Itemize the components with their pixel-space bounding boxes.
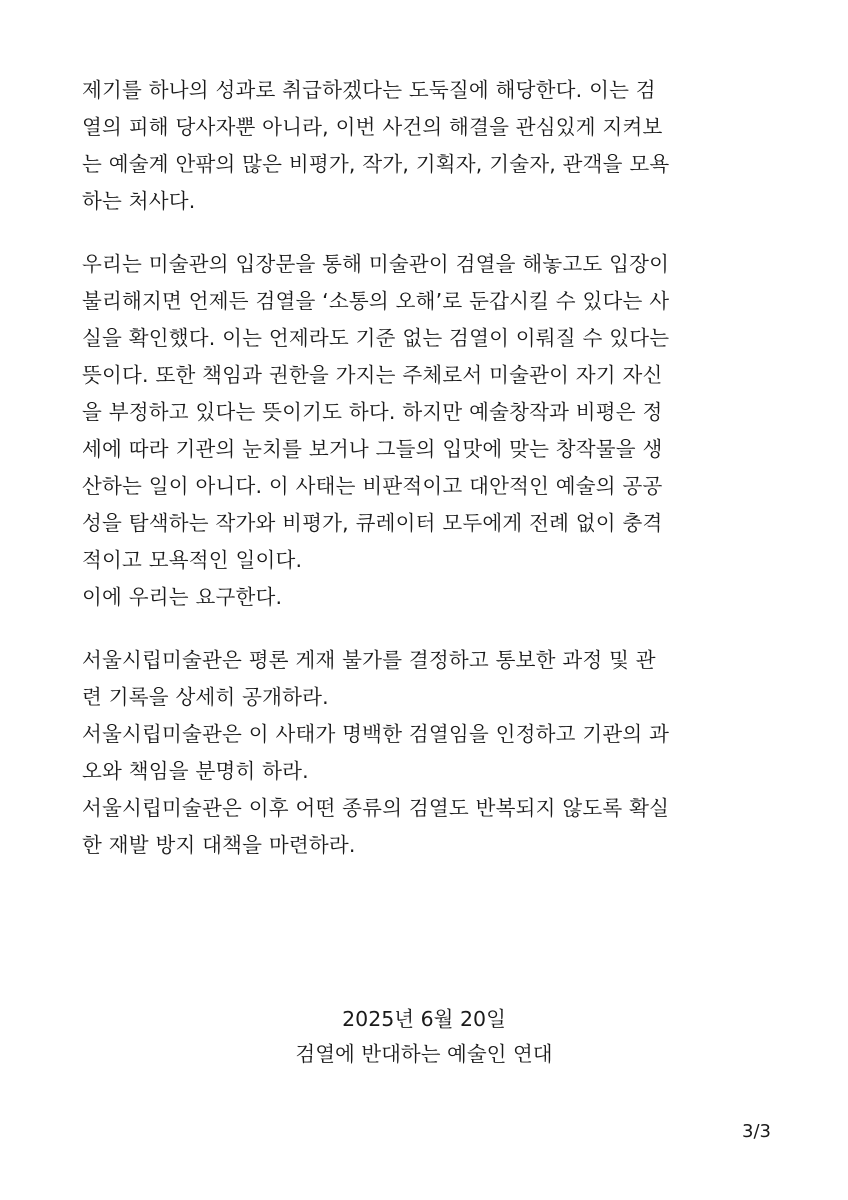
demand-line: 서울시립미술관은 이후 어떤 종류의 검열도 반복되지 않도록 확실	[82, 796, 670, 820]
demand-line: 서울시립미술관은 평론 게재 불가를 결정하고 통보한 과정 및 관	[82, 648, 656, 672]
demand-line: 한 재발 방지 대책을 마련하라.	[82, 833, 356, 857]
text-line: 열의 피해 당사자뿐 아니라, 이번 사건의 해결을 관심있게 지켜보	[82, 115, 663, 139]
text-line: 이에 우리는 요구한다.	[82, 585, 283, 609]
text-line: 는 예술계 안팎의 많은 비평가, 작가, 기획자, 기술자, 관객을 모욕	[82, 152, 670, 176]
text-line: 제기를 하나의 성과로 취급하겠다는 도둑질에 해당한다. 이는 검	[82, 78, 656, 102]
text-line: 하는 처사다.	[82, 189, 196, 213]
signature-organization: 검열에 반대하는 예술인 연대	[295, 1042, 553, 1066]
text-line: 뜻이다. 또한 책임과 권한을 가지는 주체로서 미술관이 자기 자신	[82, 363, 663, 387]
signature-block	[0, 1002, 848, 1072]
text-line: 적이고 모욕적인 일이다.	[82, 548, 303, 572]
demand-line: 련 기록을 상세히 공개하라.	[82, 685, 329, 709]
page-number: 3/3	[742, 1121, 771, 1142]
text-line: 을 부정하고 있다는 뜻이기도 하다. 하지만 예술창작과 비평은 정	[82, 400, 663, 424]
paragraph-gap	[82, 220, 772, 246]
demand-line: 서울시립미술관은 이 사태가 명백한 검열임을 인정하고 기관의 과	[82, 722, 670, 746]
text-line: 실을 확인했다. 이는 언제라도 기준 없는 검열이 이뤄질 수 있다는	[82, 326, 670, 350]
text-line: 성을 탐색하는 작가와 비평가, 큐레이터 모두에게 전례 없이 충격	[82, 511, 663, 535]
text-line: 세에 따라 기관의 눈치를 보거나 그들의 입맛에 맞는 창작물을 생	[82, 437, 663, 461]
text-line: 불리해지면 언제든 검열을 ‘소통의 오해’로 둔갑시킬 수 있다는 사	[82, 289, 670, 313]
paragraph-gap	[82, 616, 772, 642]
signature-date: 2025년 6월 20일	[342, 1007, 506, 1031]
text-line: 산하는 일이 아니다. 이 사태는 비판적이고 대안적인 예술의 공공	[82, 474, 663, 498]
body-text	[82, 72, 772, 864]
text-line: 우리는 미술관의 입장문을 통해 미술관이 검열을 해놓고도 입장이	[82, 252, 670, 276]
demand-line: 오와 책임을 분명히 하라.	[82, 759, 309, 783]
